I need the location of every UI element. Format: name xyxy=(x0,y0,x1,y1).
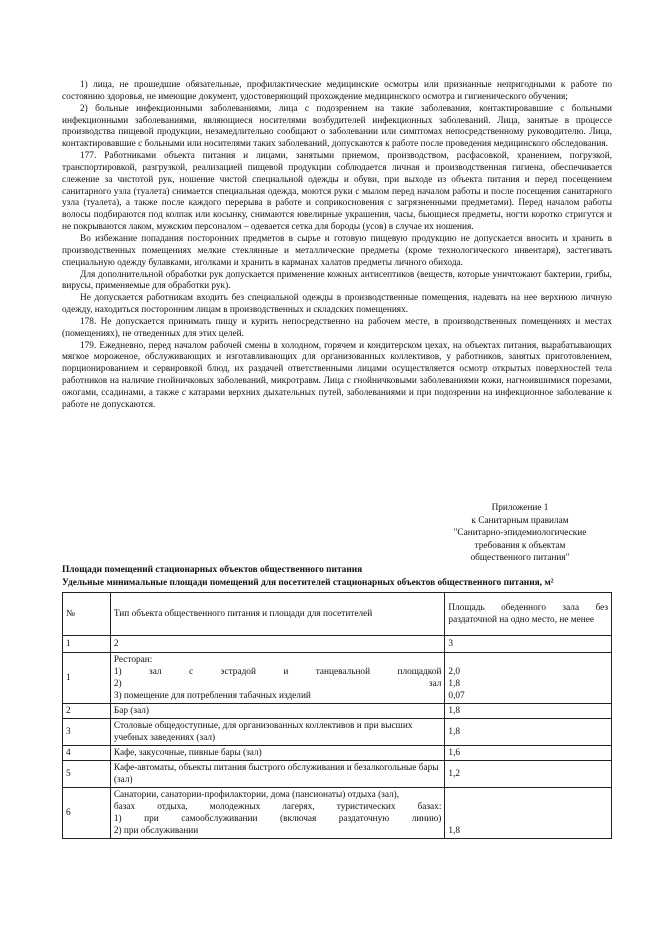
paragraph-178: 178. Не допускается принимать пищу и курить непосредственно на рабочем месте, в производственных помещениях и местах (помещениях), не отведенных для этих целей. xyxy=(62,316,612,339)
row-value: 1,8 xyxy=(445,704,612,719)
table-row xyxy=(63,788,612,839)
word: с xyxy=(188,667,194,677)
row-value xyxy=(445,653,612,704)
row-value: 1,8 xyxy=(445,788,612,839)
numbering-cell: 3 xyxy=(445,636,612,653)
table-numbering-row xyxy=(63,636,612,653)
row-number: 4 xyxy=(63,746,111,761)
row-value: 1,2 xyxy=(445,761,612,788)
row-type xyxy=(110,788,445,839)
paragraph-item-1: 1) лица, не прошедшие обязательные, профилактические медицинские осмотры или признанные непригодными к работе по состоянию здоровья, не имеющие документ, удостоверяющий прохождение медицинского осмотра и гигиенического обучения; xyxy=(62,80,612,102)
table-row xyxy=(63,704,612,719)
row-type-line xyxy=(114,666,442,678)
section-title: Площади помещений стационарных объектов общественного питания xyxy=(62,565,363,575)
row-type-line: 3) помещение для потребления табачных изделий xyxy=(113,691,311,701)
word: 1) xyxy=(113,667,122,677)
table-title: Удельные минимальные площади помещений для посетителей стационарных объектов общественного питания, м² xyxy=(62,578,554,588)
row-number: 3 xyxy=(63,719,111,746)
row-value: 1,8 xyxy=(445,719,612,746)
row-type xyxy=(110,653,445,704)
word: при xyxy=(144,814,159,824)
row-number: 1 xyxy=(63,653,111,704)
word: 1) xyxy=(113,814,122,824)
appendix-line: "Санитарно-эпидемиологические xyxy=(453,528,587,538)
row-type-line: Санатории, санатории-профилактории, дома (пансионаты) отдыха (зал), xyxy=(113,790,400,800)
row-type-line xyxy=(114,813,442,825)
word: танцевальной xyxy=(315,667,371,677)
word: 2) xyxy=(113,679,122,689)
word: эстрадой xyxy=(220,667,256,677)
row-type-line xyxy=(114,678,442,690)
word: (включая xyxy=(279,814,317,824)
header-cell-number: № xyxy=(63,593,111,636)
paragraph-antiseptics: Для дополнительной обработки рук допускается применение кожных антисептиков (веществ, которые уничтожают бактерии, грибы, вирусы, применяемые для обработки рук). xyxy=(62,269,612,292)
appendix-line: к Санитарным правилам xyxy=(471,515,569,526)
word: молодежных xyxy=(209,802,261,812)
header-cell-area: Площадь обеденного зала без раздаточной на одно место, не менее xyxy=(445,593,612,636)
word: зал xyxy=(428,679,442,689)
table-row xyxy=(63,653,612,704)
word: площадкой xyxy=(397,667,442,677)
numbering-cell: 2 xyxy=(110,636,445,653)
word: раздаточную xyxy=(338,814,390,824)
row-number: 2 xyxy=(63,704,111,719)
paragraph-177: 177. Работниками объекта питания и лицами, занятыми приемом, производством, расфасовкой, хранением, погрузкой, транспортировкой, разгрузкой, реализацией пищевой продукции соблюдается личная и производственная гигиена, обеспечивается слежение за чистотой рук, ношение чистой специальной одежды и обуви, при выходе из объекта питания и перед посещением санитарного узла (туалета) снимается специальная одежда, моются руки с мылом перед началом работы и после посещения санитарного узла (туалета), а также после каждого перерыва в работе и соприкосновения с загрязненными предметами). Перед началом работы волосы подбираются под колпак или косынку, снимаются ювелирные украшения, часы, бьющиеся предметы, ногти коротко стригутся и не покрываются лаком, мужским персоналом – одевается сетка для бороды (усов) в случае их ношения. xyxy=(62,151,612,233)
value-line: 0,07 xyxy=(448,691,465,701)
value-line: 1,8 xyxy=(448,679,461,689)
word: отдыха, xyxy=(157,802,188,812)
row-value: 1,6 xyxy=(445,746,612,761)
value-line: 2,0 xyxy=(448,667,461,677)
paragraph-179: 179. Ежедневно, перед началом рабочей смены в холодном, горячем и кондитерском цехах, на объектах питания, вырабатывающих мягкое мороженое, обслуживающих и изготавливающих для организованных коллективов, у работников, занятых приготовлением, порционированием и сервировкой блюд, их раздачей ответственными лицами осуществляется осмотр открытых поверхностей тела работников на наличие гнойничковых заболеваний, микротравм. Лица с гнойничковыми заболеваниями кожи, нагноившимися порезами, ожогами, ссадинами, а также с катарами верхних дыхательных путей, заболеваниями и при подозрении на инфекционное заболевание к работе не допускаются. xyxy=(62,340,612,410)
appendix-block xyxy=(420,502,620,565)
table-row xyxy=(63,761,612,788)
word: лагерях, xyxy=(282,802,315,812)
appendix-line: Приложение 1 xyxy=(491,503,549,513)
paragraph-item-2: 2) больные инфекционными заболеваниями, лица с подозрением на такие заболевания, контактировавшие с больными инфекционными заболеваниями, являющиеся носителями возбудителей инфекционных заболеваний. Лица, занятые в процессе производства пищевой продукции, незамедлительно сообщают о заболевании или симптомах непосредственному руководителю. Лица, контактировавшие с больными или носителями таких заболеваний, допускаются к работе после проведения медицинского обследования. xyxy=(62,103,612,150)
word: самообслуживании xyxy=(181,814,258,824)
paragraph-special-clothing: Не допускается работникам входить без специальной одежды в производственные помещения, надевать на нее верхнюю личную одежду, находиться посторонним лицам в производственных и складских помещениях. xyxy=(62,293,612,316)
row-number: 6 xyxy=(63,788,111,839)
row-type-line: 2) при обслуживании xyxy=(113,826,199,836)
row-type: Кафе-автоматы, объекты питания быстрого обслуживания и безалкогольные бары (зал) xyxy=(110,761,445,788)
header-cell-type: Тип объекта общественного питания и площади для посетителей xyxy=(110,593,445,636)
word: базах: xyxy=(417,802,442,812)
row-number: 5 xyxy=(63,761,111,788)
word: туристических xyxy=(336,802,396,812)
word: зал xyxy=(149,667,162,677)
body-text xyxy=(62,80,612,412)
word: линию) xyxy=(411,814,442,824)
word: базах xyxy=(113,802,136,812)
row-type-line xyxy=(114,801,442,813)
row-type: Столовые общедоступные, для организованных коллективов и при высших учебных заведениях (зал) xyxy=(110,719,445,746)
row-type-title: Ресторан: xyxy=(113,655,153,665)
appendix-line: требования к объектам xyxy=(474,540,566,551)
paragraph-foreign-objects: Во избежание попадания посторонних предметов в сырье и готовую пищевую продукцию не допускается вносить и хранить в производственных помещениях мелкие стеклянные и металлические предметы (кроме технологического инвентаря), застегивать специальную одежду булавками, иголками и хранить в карманах халатов предметы личного обихода. xyxy=(62,233,612,268)
table-row xyxy=(63,719,612,746)
table-row xyxy=(63,746,612,761)
row-type: Бар (зал) xyxy=(110,704,445,719)
table-header-row xyxy=(63,593,612,636)
row-type: Кафе, закусочные, пивные бары (зал) xyxy=(110,746,445,761)
numbering-cell: 1 xyxy=(63,636,111,653)
appendix-line: общественного питания" xyxy=(470,553,570,563)
word: и xyxy=(283,667,289,677)
area-norms-table xyxy=(62,592,612,839)
